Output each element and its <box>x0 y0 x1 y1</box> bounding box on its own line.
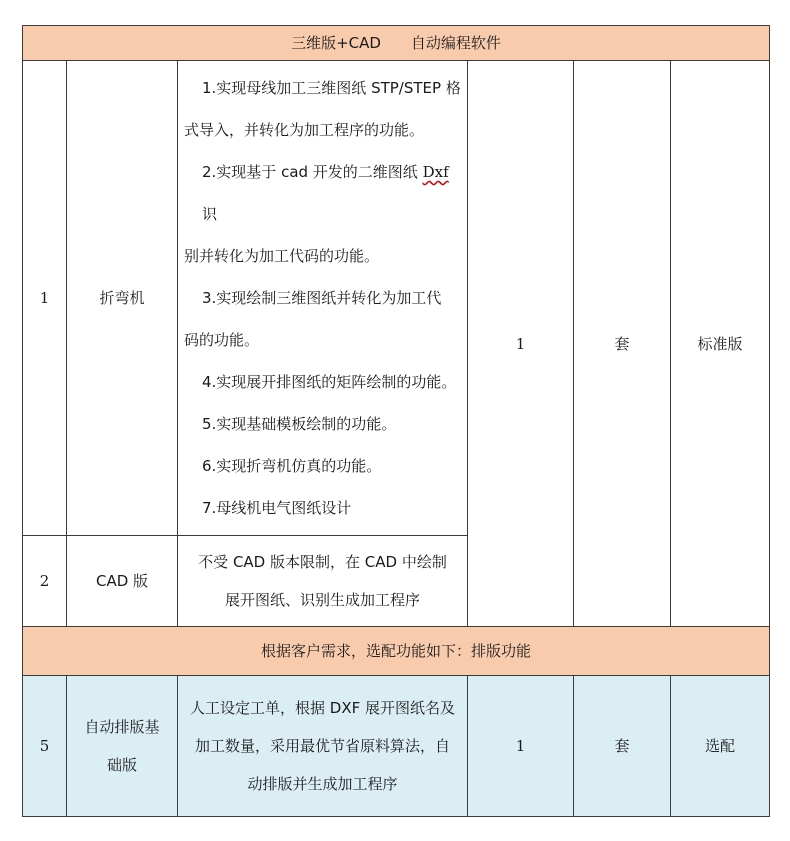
table-header-row <box>23 26 770 61</box>
item-name-line: 自动排版基 <box>84 718 160 736</box>
item-name: CAD 版 <box>67 536 178 627</box>
item-quantity: 1 <box>468 61 574 627</box>
row-number: 5 <box>23 676 67 817</box>
item-version: 选配 <box>671 676 770 817</box>
spellcheck-word: Dxf <box>422 163 449 181</box>
desc-line: 6.实现折弯机仿真的功能。 <box>202 457 382 475</box>
item-name <box>67 676 178 817</box>
desc-line <box>184 151 461 235</box>
desc-line: 加工数量，采用最优节省原料算法，自 <box>194 737 450 755</box>
desc-line: 展开图纸、识别生成加工程序 <box>224 591 420 609</box>
item-description <box>178 61 468 536</box>
desc-line: 式导入，并转化为加工程序的功能。 <box>184 121 425 139</box>
item-version: 标准版 <box>671 61 770 627</box>
section-title: 根据客户需求，选配功能如下：排版功能 <box>23 627 770 676</box>
table-title: 三维版+CAD 自动编程软件 <box>23 26 770 61</box>
desc-line: 7.母线机电气图纸设计 <box>202 499 352 517</box>
desc-line: 动排版并生成加工程序 <box>247 775 398 793</box>
item-description <box>178 676 468 817</box>
desc-line: 别并转化为加工代码的功能。 <box>184 247 380 265</box>
table-row <box>23 676 770 817</box>
row-number: 1 <box>23 61 67 536</box>
software-spec-table <box>22 25 770 817</box>
desc-line: 5.实现基础模板绘制的功能。 <box>202 415 397 433</box>
desc-fragment: 2.实现基于 cad 开发的二维图纸 <box>202 163 418 181</box>
item-quantity: 1 <box>468 676 574 817</box>
item-name-line: 础版 <box>106 756 137 774</box>
desc-line: 码的功能。 <box>184 331 260 349</box>
table-row <box>23 61 770 536</box>
desc-line: 3.实现绘制三维图纸并转化为加工代 <box>202 289 442 307</box>
item-name: 折弯机 <box>67 61 178 536</box>
section-header-row <box>23 627 770 676</box>
item-unit: 套 <box>574 676 671 817</box>
desc-fragment: 识 <box>202 205 218 223</box>
item-unit: 套 <box>574 61 671 627</box>
desc-line: 4.实现展开排图纸的矩阵绘制的功能。 <box>202 373 457 391</box>
desc-line: 不受 CAD 版本限制，在 CAD 中绘制 <box>198 553 447 571</box>
row-number: 2 <box>23 536 67 627</box>
desc-line: 1.实现母线加工三维图纸 STP/STEP 格 <box>202 79 461 97</box>
item-description <box>178 536 468 627</box>
desc-line: 人工设定工单，根据 DXF 展开图纸名及 <box>190 699 455 717</box>
